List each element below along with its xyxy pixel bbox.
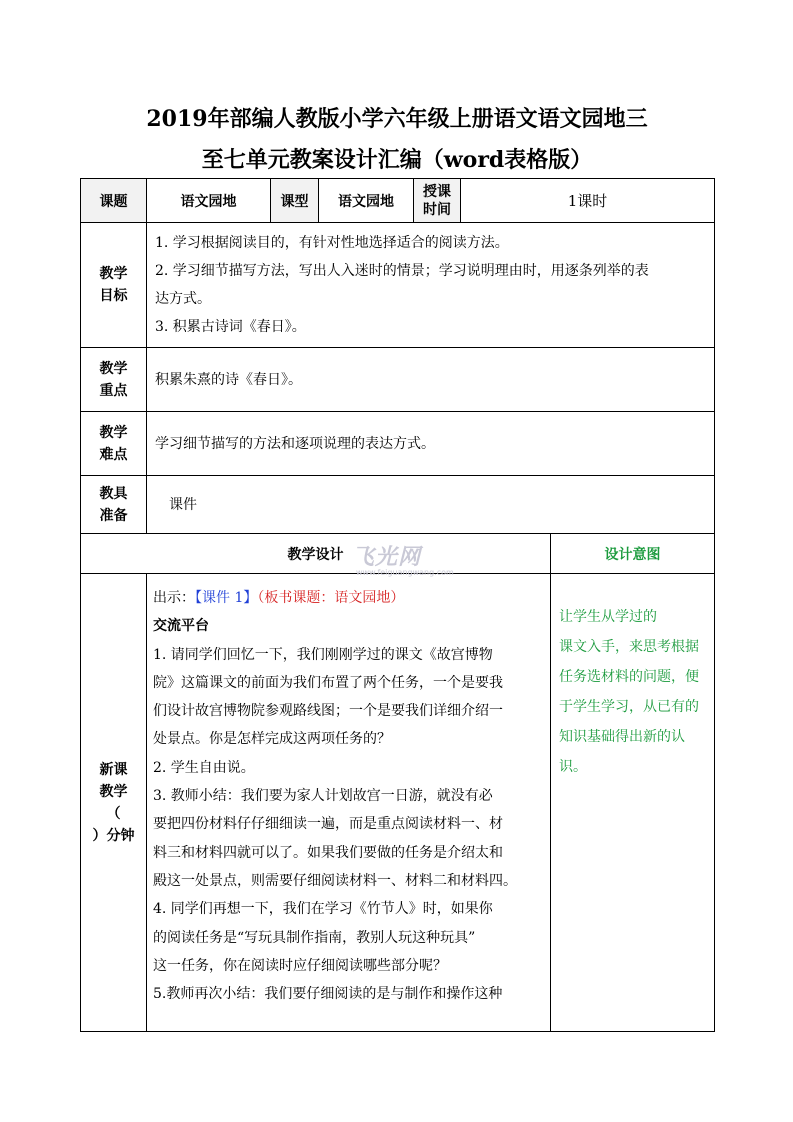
time-value: 1课时: [461, 179, 715, 223]
goals-text: [147, 223, 715, 348]
content-line: 处景点。你是怎样完成这两项任务的？: [153, 731, 391, 748]
intent-header: 设计意图: [551, 534, 715, 574]
key-points-label-line-1: 教学: [99, 360, 128, 377]
time-label: [414, 179, 461, 223]
watermark-logo-text: 飞光网: [352, 545, 422, 570]
intent-line: 课文入手，来思考根据: [559, 639, 699, 655]
design-header-row: [81, 534, 715, 574]
watermark-url: www.feiguangwang.com: [356, 568, 454, 577]
new-lesson-label-line-2: 教学: [99, 783, 128, 800]
time-label-line-1: 授课: [423, 183, 451, 200]
content-line: 院》这篇课文的前面为我们布置了两个任务，一个是要我: [153, 674, 503, 691]
goals-row: [81, 223, 715, 348]
intent-line: 知识基础得出新的认: [559, 729, 685, 745]
new-lesson-row: [81, 574, 715, 1032]
show-line: [153, 584, 548, 612]
content-line: 们设计故宫博物院参观路线图；一个是要我们详细介绍一: [153, 703, 503, 720]
materials-label: [81, 476, 147, 534]
goal-line: 2. 学习细节描写方法，写出人入迷时的情景；学习说明理由时，用逐条列举的表: [155, 263, 649, 279]
content-line: 殿这一处景点，则需要仔细阅读材料一、材料二和材料四。: [153, 872, 517, 889]
document-title-line-1: 2019年部编人教版小学六年级上册语文语文园地三: [146, 106, 648, 132]
materials-row: [81, 476, 715, 534]
intent-line: 于学生学习，从已有的: [559, 699, 699, 715]
goal-line: 1. 学习根据阅读目的，有针对性地选择适合的阅读方法。: [155, 235, 509, 251]
board-title-note: （板书课题：语文园地）: [257, 590, 405, 606]
key-points-label: [81, 348, 147, 412]
content-line: 1. 请同学们回忆一下，我们刚刚学过的课文《故宫博物: [153, 646, 493, 663]
goal-line: 3. 积累古诗词《春日》。: [155, 319, 306, 335]
difficulties-row: [81, 412, 715, 476]
materials-label-line-1: 教具: [99, 485, 128, 502]
difficulties-text: 学习细节描写的方法和逐项说理的表达方式。: [147, 412, 715, 476]
section-title: 交流平台: [153, 618, 209, 635]
time-label-line-2: 时间: [423, 201, 451, 218]
type-value: 语文园地: [319, 179, 414, 223]
new-lesson-label-line-3: （: [106, 805, 121, 822]
courseware-tag: 【课件 1】: [195, 590, 258, 606]
content-line: 2. 学生自由说。: [153, 759, 255, 776]
intent-line: 任务选材料的问题，便: [559, 669, 699, 685]
content-line: 4. 同学们再想一下，我们在学习《竹节人》时，如果你: [153, 901, 493, 918]
new-lesson-content: [147, 574, 551, 1032]
document-title-line-2: 至七单元教案设计汇编（word表格版）: [201, 147, 593, 173]
materials-label-line-2: 准备: [99, 507, 128, 524]
content-line: 5.教师再次小结：我们要仔细阅读的是与制作和操作这种: [153, 986, 503, 1003]
content-line: 这一任务，你在阅读时应仔细阅读哪些部分呢？: [153, 957, 447, 974]
show-prefix: 出示：: [153, 590, 195, 606]
difficulties-label: [81, 412, 147, 476]
topic-value: 语文园地: [147, 179, 271, 223]
type-label: 课型: [271, 179, 319, 223]
new-lesson-label-line-4: ）分钟: [92, 827, 135, 844]
content-line: 料三和材料四就可以了。如果我们要做的任务是介绍太和: [153, 844, 503, 861]
goals-label: [81, 223, 147, 348]
lesson-plan-table: [80, 178, 715, 1032]
new-lesson-label-line-1: 新课: [99, 761, 128, 778]
intent-content: [551, 574, 715, 1032]
key-points-label-line-2: 重点: [99, 382, 128, 399]
goal-line: 达方式。: [155, 291, 211, 307]
content-line: 3. 教师小结：我们要为家人计划故宫一日游，就没有必: [153, 788, 493, 805]
topic-label: 课题: [81, 179, 147, 223]
materials-text: 课件: [147, 476, 715, 534]
difficulties-label-line-1: 教学: [99, 424, 128, 441]
intent-line: 识。: [559, 759, 587, 775]
intent-line: 让学生从学过的: [559, 609, 657, 625]
key-points-row: [81, 348, 715, 412]
design-header: 教学设计: [81, 534, 551, 574]
key-points-text: 积累朱熹的诗《春日》。: [147, 348, 715, 412]
new-lesson-label: [81, 574, 147, 1032]
goals-label-line-1: 教学: [99, 266, 128, 282]
content-line: 要把四份材料仔仔细细读一遍，而是重点阅读材料一、材: [153, 816, 503, 833]
content-line: 的阅读任务是“写玩具制作指南，教别人玩这种玩具”: [153, 929, 476, 946]
goals-label-line-2: 目标: [99, 288, 128, 304]
difficulties-label-line-2: 难点: [99, 446, 128, 463]
header-row: [81, 179, 715, 223]
